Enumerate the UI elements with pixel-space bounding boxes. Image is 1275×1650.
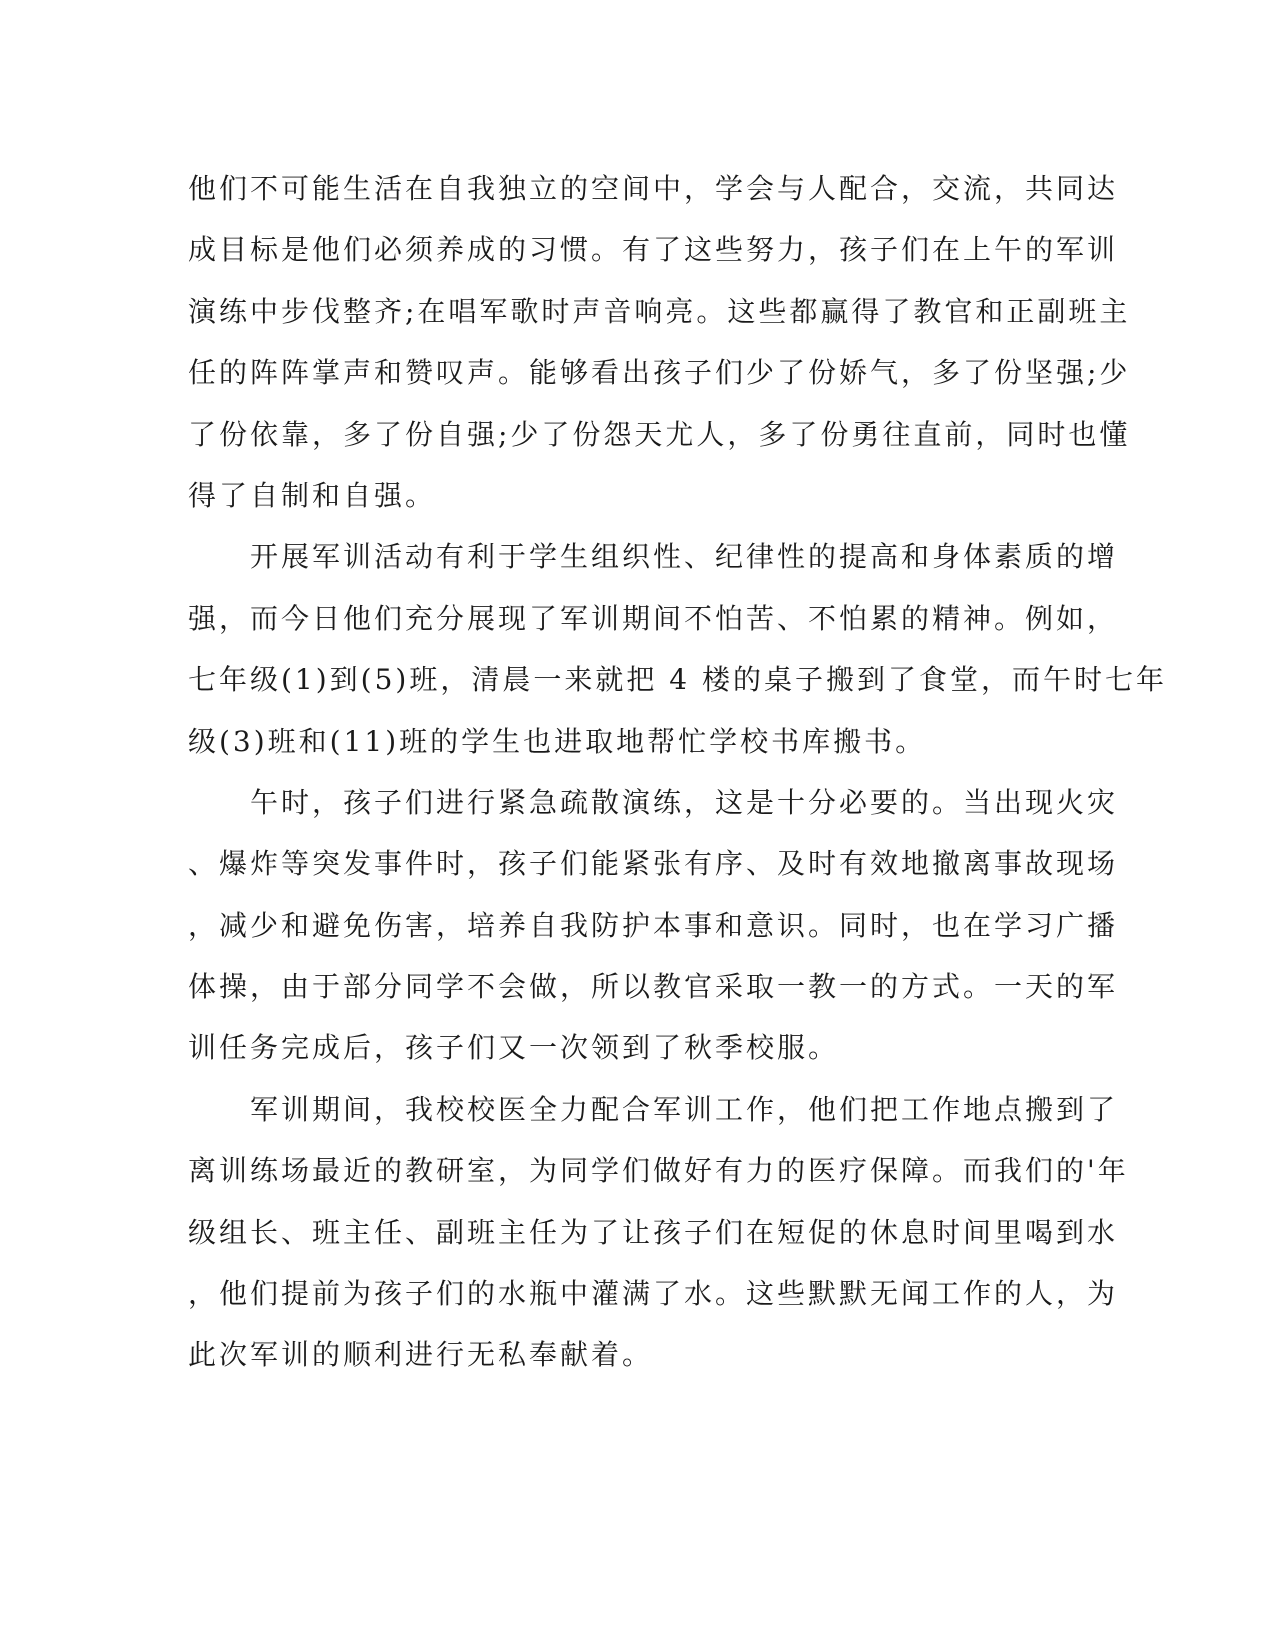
text-line: 级(3)班和(11)班的学生也进取地帮忙学校书库搬书。 (188, 724, 927, 758)
text-line: 级组长、班主任、副班主任为了让孩子们在短促的休息时间里喝到水 (188, 1215, 1119, 1249)
text-line: 开展军训活动有利于学生组织性、纪律性的提高和身体素质的增 (188, 540, 1119, 574)
text-line: 强，而今日他们充分展现了军训期间不怕苦、不怕累的精神。例如， (188, 601, 1119, 635)
text-line: 、爆炸等突发事件时，孩子们能紧张有序、及时有效地撤离事故现场 (188, 847, 1119, 881)
text-line: 离训练场最近的教研室，为同学们做好有力的医疗保障。而我们的'年 (188, 1154, 1129, 1188)
text-line: ，他们提前为孩子们的水瓶中灌满了水。这些默默无闻工作的人，为 (188, 1277, 1119, 1311)
text-line: 军训期间，我校校医全力配合军训工作，他们把工作地点搬到了 (188, 1092, 1119, 1126)
text-line: 训任务完成后，孩子们又一次领到了秋季校服。 (188, 1031, 840, 1065)
text-line: 此次军训的顺利进行无私奉献着。 (188, 1338, 654, 1372)
text-line: 任的阵阵掌声和赞叹声。能够看出孩子们少了份娇气，多了份坚强;少 (188, 356, 1131, 390)
text-line: ，减少和避免伤害，培养自我防护本事和意识。同时，也在学习广播 (188, 908, 1119, 942)
text-line: 了份依靠，多了份自强;少了份怨天尤人，多了份勇往直前，同时也懂 (188, 417, 1131, 451)
text-line: 成目标是他们必须养成的习惯。有了这些努力，孩子们在上午的军训 (188, 233, 1119, 267)
document-body (188, 158, 1167, 1386)
text-line: 他们不可能生活在自我独立的空间中，学会与人配合，交流，共同达 (188, 172, 1119, 205)
text-line: 午时，孩子们进行紧急疏散演练，这是十分必要的。当出现火灾 (188, 785, 1119, 819)
text-line: 七年级(1)到(5)班，清晨一来就把 4 楼的桌子搬到了食堂，而午时七年 (188, 663, 1167, 697)
text-line: 得了自制和自强。 (188, 478, 437, 512)
text-line: 体操，由于部分同学不会做，所以教官采取一教一的方式。一天的军 (188, 970, 1119, 1004)
text-line: 演练中步伐整齐;在唱军歌时声音响亮。这些都赢得了教官和正副班主 (188, 294, 1131, 328)
